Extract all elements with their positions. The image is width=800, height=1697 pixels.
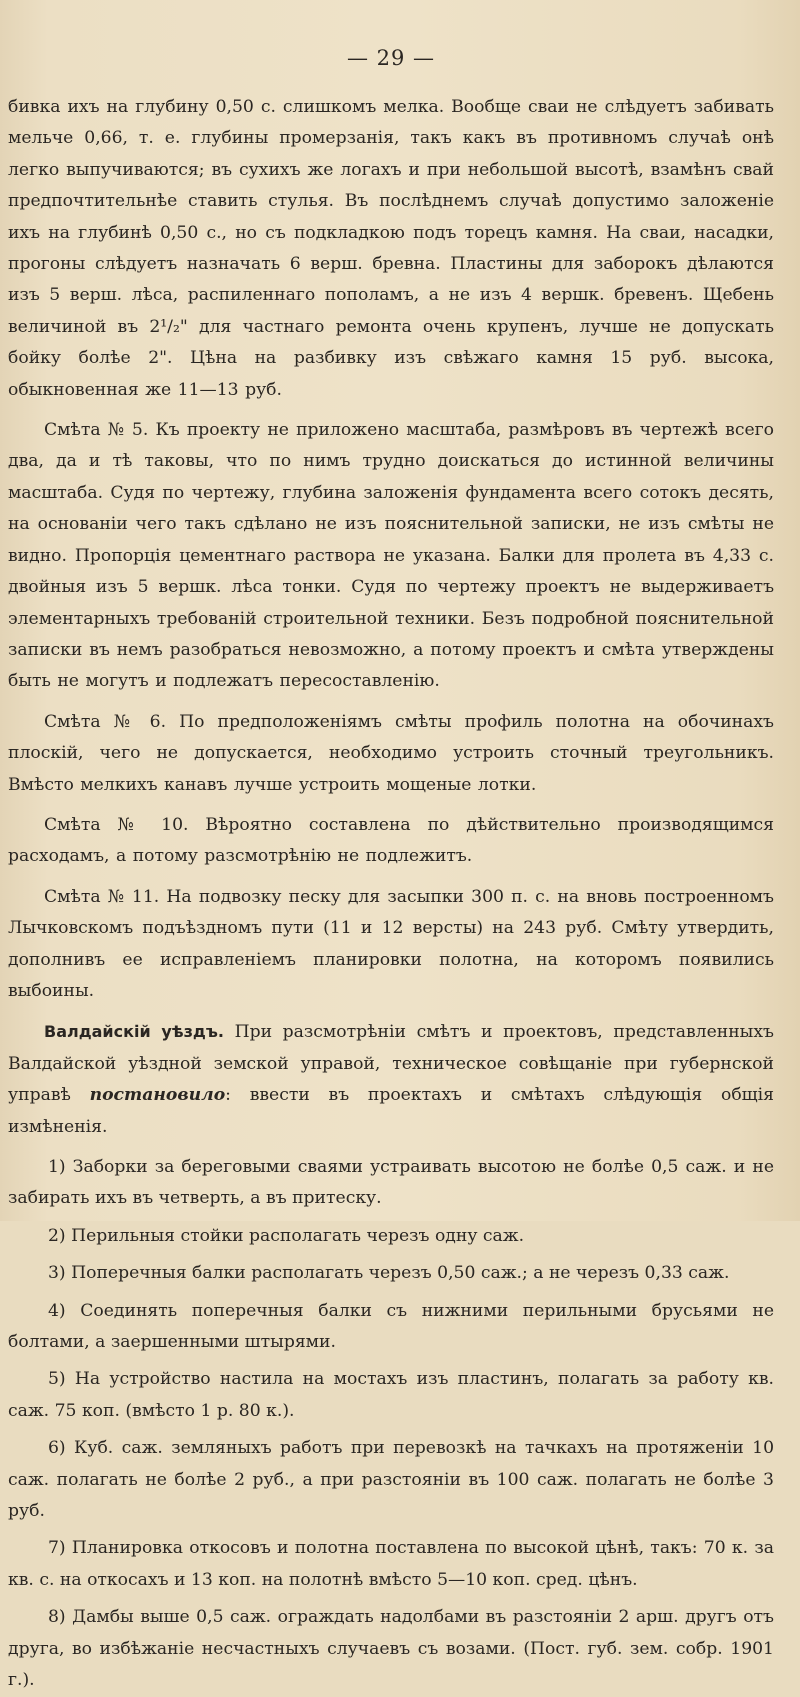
- paragraph-valdai-district: [8, 1016, 774, 1143]
- list-item: 1) Заборки за береговыми сваями устраивать высотою не болѣе 0,5 саж. и не забирать ихъ въ четверть, а въ притеску.: [8, 1157, 774, 1209]
- list-item: 4) Соединять поперечныя балки съ нижними перильными брусьями не болтами, а заершенными штырями.: [8, 1300, 774, 1353]
- list-item: 6) Куб. саж. земляныхъ работъ при перевозкѣ на тачкахъ на протяженіи 10 саж. полагать не болѣе 2 руб., а при разстояніи въ 100 саж. полагать не болѣе 3 руб.: [8, 1438, 774, 1522]
- list-item: 7) Планировка откосовъ и полотна поставлена по высокой цѣнѣ, такъ: 70 к. за кв. с. на откосахъ и 13 коп. на полотнѣ вмѣсто 5—10 коп. сред. цѣнъ.: [8, 1538, 774, 1590]
- list-item: 5) На устройство настила на мостахъ изъ пластинъ, полагать за работу кв. саж. 75 коп. (вмѣсто 1 р. 80 к.).: [8, 1369, 774, 1421]
- list-item: 2) Перильныя стойки располагать черезъ одну саж.: [48, 1225, 525, 1246]
- valdai-text-b: : ввести въ проектахъ и смѣтахъ слѣдующія общія измѣненія.: [8, 1085, 774, 1137]
- paragraph-estimate-5: Смѣта № 5. Къ проекту не приложено масштаба, размѣровъ въ чертежѣ всего два, да и тѣ таковы, что по нимъ трудно доискаться до истинной величины масштаба. Судя по чертежу, глубина заложенія фундамента всего сотокъ десять, на основаніи чего такъ сдѣлано не изъ пояснительной записки, не изъ смѣты не видно. Пропорція цементнаго раствора не указана. Балки для пролета въ 4,33 с. двойныя изъ 5 вершк. лѣса тонки. Судя по чертежу проектъ не выдерживаетъ элементарныхъ требованій строительной техники. Безъ подробной пояснительной записки въ немъ разобраться невозможно, а потому проектъ и смѣта утверждены быть не могутъ и подлежатъ пересоставленію.: [8, 420, 774, 692]
- paragraph-estimate-6: Смѣта № 6. По предположеніямъ смѣты профиль полотна на обочинахъ плоскій, чего не допускается, необходимо устроить сточный треугольникъ. Вмѣсто мелкихъ канавъ лучше устроить мощеные лотки.: [8, 711, 774, 795]
- paragraph-estimate-10: Смѣта № 10. Вѣроятно составлена по дѣйствительно производящимся расходамъ, а потому разсмотрѣнію не подлежитъ.: [8, 814, 774, 867]
- valdai-emphasis: постановило: [89, 1085, 226, 1106]
- list-item: 3) Поперечныя балки располагать черезъ 0,50 саж.; а не черезъ 0,33 саж.: [48, 1263, 730, 1284]
- list-item: 8) Дамбы выше 0,5 саж. ограждать надолбами въ разстояніи 2 арш. другъ отъ друга, во избѣжаніе несчастныхъ случаевъ съ возами. (Пост. губ. зем. собр. 1901 г.).: [8, 1607, 774, 1691]
- page-number: — 29 —: [346, 46, 436, 70]
- valdai-text-a: При разсмотрѣніи смѣтъ и проектовъ, представленныхъ Валдайской уѣздной земской управой, техническое совѣщаніе при губернской управѣ: [8, 1022, 774, 1106]
- paragraph-1: бивка ихъ на глубину 0,50 с. слишкомъ мелка. Вообще сваи не слѣдуетъ забивать мельче 0,66, т. е. глубины промерзанія, такъ какъ въ противномъ случаѣ онѣ легко выпучиваются; въ сухихъ же логахъ и при небольшой высотѣ, взамѣнъ свай предпочтительнѣе ставить стулья. Въ послѣднемъ случаѣ допустимо заложеніе ихъ на глубинѣ 0,50 с., но съ подкладкою подъ торецъ камня. На сваи, насадки, прогоны слѣдуетъ назначать 6 верш. бревна. Пластины для заборокъ дѣлаются изъ 5 верш. лѣса, распиленнаго пополамъ, а не изъ 4 вершк. бревенъ. Щебень величиной въ 2¹/₂" для частнаго ремонта очень крупенъ, лучше не допускать бойку болѣе 2". Цѣна на разбивку изъ свѣжаго камня 15 руб. высока, обыкновенная же 11—13 руб.: [8, 97, 774, 400]
- section-heading-valdai: Валдайскій уѣздъ.: [44, 1022, 224, 1042]
- paragraph-estimate-11: Смѣта № 11. На подвозку песку для засыпки 300 п. с. на вновь построенномъ Лычковскомъ подъѣздномъ пути (11 и 12 версты) на 243 руб. Смѣту утвердить, дополнивъ ее исправленіемъ планировки полотна, на которомъ появились выбоины.: [8, 886, 774, 1001]
